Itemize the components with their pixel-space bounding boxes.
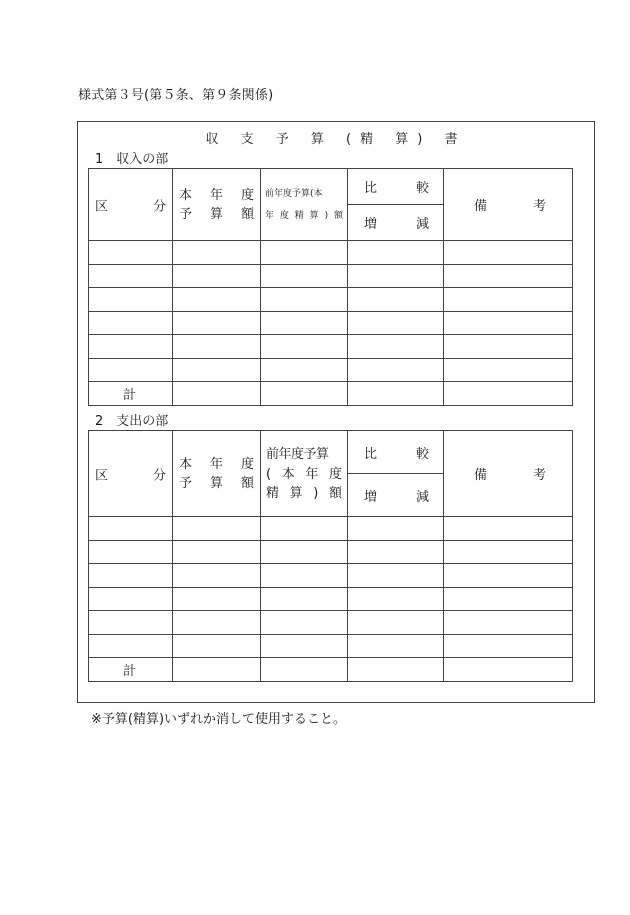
expense-cell-diff[interactable]	[348, 564, 444, 588]
income-header-comparison	[348, 169, 444, 205]
income-header-current-line2	[173, 205, 260, 224]
expense-cell-remarks[interactable]	[444, 517, 573, 541]
income-cell-current[interactable]	[173, 311, 261, 335]
expense-cell-diff[interactable]	[348, 611, 444, 635]
char: 精	[266, 485, 280, 501]
expense-total-row	[89, 658, 573, 682]
expense-cell-previous[interactable]	[261, 611, 348, 635]
income-header-kubun	[89, 169, 173, 241]
income-cell-current[interactable]	[173, 264, 261, 288]
expense-header-previous-budget	[261, 431, 348, 517]
char: 度	[240, 187, 254, 203]
budget-form-frame	[77, 121, 595, 703]
char: 本	[179, 187, 193, 203]
expense-header-increase-decrease	[348, 474, 444, 517]
char: 比	[364, 446, 378, 462]
income-cell-previous[interactable]	[261, 288, 348, 312]
char: )	[324, 210, 329, 221]
income-cell-diff[interactable]	[348, 288, 444, 312]
income-total-label	[89, 382, 173, 406]
expense-cell-kubun[interactable]	[89, 517, 173, 541]
income-header-previous-line1: 前年度予算(本	[265, 188, 323, 199]
expense-header-current-budget	[173, 431, 261, 517]
expense-header-increase-decrease-label	[348, 486, 443, 505]
char: 年	[209, 187, 223, 203]
expense-cell-previous[interactable]	[261, 634, 348, 658]
income-cell-current[interactable]	[173, 358, 261, 382]
char: )	[313, 485, 319, 501]
expense-header-previous-line1: 前年度予算	[266, 446, 329, 462]
income-cell-remarks[interactable]	[444, 288, 573, 312]
income-cell-previous[interactable]	[261, 358, 348, 382]
char: 算	[209, 475, 223, 491]
expense-total-label	[89, 658, 173, 682]
char: (	[266, 466, 272, 482]
income-section-title: 1 収入の部	[95, 152, 169, 167]
char: 本	[179, 456, 193, 472]
expense-cell-current[interactable]	[173, 611, 261, 635]
income-cell-kubun[interactable]	[89, 311, 173, 335]
usage-note: ※予算(精算)いずれか消して使用すること。	[91, 712, 347, 727]
expense-cell-previous[interactable]	[261, 587, 348, 611]
expense-row	[89, 634, 573, 658]
char: 減	[415, 217, 429, 232]
expense-cell-remarks[interactable]	[444, 634, 573, 658]
expense-header-previous-line3	[261, 484, 347, 503]
expense-header-current-line1	[173, 455, 260, 474]
document-title: 収 支 予 算 (精 算) 書	[205, 132, 467, 147]
income-header-increase-decrease	[348, 205, 444, 241]
income-cell-remarks[interactable]	[444, 358, 573, 382]
char: 増	[364, 489, 378, 505]
income-cell-remarks[interactable]	[444, 335, 573, 359]
char: 年	[209, 456, 223, 472]
income-header-increase-decrease-label	[348, 213, 443, 232]
char: 予	[179, 475, 193, 491]
expense-cell-remarks[interactable]	[444, 540, 573, 564]
char: 年	[265, 210, 275, 221]
income-cell-remarks[interactable]	[444, 241, 573, 265]
char: 度	[328, 466, 342, 482]
expense-header-remarks	[444, 431, 573, 517]
char: 較	[415, 181, 429, 196]
income-cell-current[interactable]	[173, 241, 261, 265]
income-header-row-1	[89, 169, 573, 205]
expense-cell-previous[interactable]	[261, 564, 348, 588]
income-cell-previous[interactable]	[261, 264, 348, 288]
income-cell-current[interactable]	[173, 288, 261, 312]
income-row	[89, 264, 573, 288]
income-total-previous[interactable]	[261, 382, 348, 406]
expense-table	[88, 430, 573, 682]
income-total-remarks[interactable]	[444, 382, 573, 406]
expense-section-title: 2 支出の部	[95, 414, 169, 429]
expense-row	[89, 564, 573, 588]
income-cell-previous[interactable]	[261, 335, 348, 359]
income-header-remarks-label	[444, 195, 572, 214]
char: 減	[415, 489, 429, 505]
expense-cell-previous[interactable]	[261, 517, 348, 541]
expense-cell-current[interactable]	[173, 634, 261, 658]
expense-row	[89, 540, 573, 564]
char: 備	[474, 199, 488, 214]
expense-cell-remarks[interactable]	[444, 564, 573, 588]
income-total-diff[interactable]	[348, 382, 444, 406]
expense-cell-diff[interactable]	[348, 634, 444, 658]
char: 増	[364, 217, 378, 232]
income-row	[89, 335, 573, 359]
form-id: 様式第３号(第５条、第９条関係)	[78, 88, 274, 103]
expense-header-current-line2	[173, 474, 260, 493]
expense-cell-current[interactable]	[173, 587, 261, 611]
income-table	[88, 168, 573, 406]
expense-cell-kubun[interactable]	[89, 540, 173, 564]
income-header-comparison-label	[348, 177, 443, 196]
expense-header-comparison	[348, 431, 444, 474]
expense-header-comparison-label	[348, 443, 443, 462]
income-row	[89, 241, 573, 265]
expense-cell-remarks[interactable]	[444, 611, 573, 635]
expense-cell-diff[interactable]	[348, 587, 444, 611]
income-cell-kubun[interactable]	[89, 288, 173, 312]
income-cell-kubun[interactable]	[89, 335, 173, 359]
expense-header-kubun-1: 区	[95, 468, 109, 483]
income-cell-diff[interactable]	[348, 264, 444, 288]
income-header-current-budget	[173, 169, 261, 241]
expense-header-kubun-2: 分	[152, 468, 166, 483]
char: 算	[309, 210, 319, 221]
char: 度	[240, 456, 254, 472]
income-header-kubun-2: 分	[152, 199, 166, 214]
income-cell-diff[interactable]	[348, 311, 444, 335]
expense-header-kubun	[89, 431, 173, 517]
expense-total-text: 計	[123, 663, 137, 679]
char: 比	[364, 181, 378, 196]
expense-cell-current[interactable]	[173, 517, 261, 541]
char: 考	[532, 199, 546, 214]
expense-cell-current[interactable]	[173, 564, 261, 588]
expense-cell-kubun[interactable]	[89, 587, 173, 611]
income-header-previous-line2	[261, 205, 347, 227]
income-total-text: 計	[123, 387, 137, 403]
expense-row	[89, 517, 573, 541]
income-row	[89, 288, 573, 312]
expense-header-row-1	[89, 431, 573, 474]
expense-cell-remarks[interactable]	[444, 587, 573, 611]
expense-row	[89, 611, 573, 635]
income-header-remarks	[444, 169, 573, 241]
expense-cell-diff[interactable]	[348, 517, 444, 541]
expense-total-current[interactable]	[173, 658, 261, 682]
income-cell-previous[interactable]	[261, 311, 348, 335]
expense-total-diff[interactable]	[348, 658, 444, 682]
income-row	[89, 311, 573, 335]
char: 年	[305, 466, 319, 482]
expense-total-previous[interactable]	[261, 658, 348, 682]
income-cell-remarks[interactable]	[444, 264, 573, 288]
income-total-row	[89, 382, 573, 406]
income-row	[89, 358, 573, 382]
expense-cell-diff[interactable]	[348, 540, 444, 564]
char: 精	[294, 210, 304, 221]
income-cell-remarks[interactable]	[444, 311, 573, 335]
expense-cell-kubun[interactable]	[89, 611, 173, 635]
char: 備	[474, 468, 488, 483]
char: 本	[281, 466, 295, 482]
income-cell-kubun[interactable]	[89, 264, 173, 288]
char: 算	[209, 206, 223, 222]
income-header-previous-budget	[261, 169, 348, 241]
char: 額	[333, 210, 343, 221]
char: 度	[279, 210, 289, 221]
char: 額	[328, 485, 342, 501]
income-total-current[interactable]	[173, 382, 261, 406]
expense-header-previous-line2	[261, 465, 347, 484]
income-cell-current[interactable]	[173, 335, 261, 359]
char: 予	[179, 206, 193, 222]
expense-cell-kubun[interactable]	[89, 634, 173, 658]
income-cell-diff[interactable]	[348, 335, 444, 359]
income-cell-kubun[interactable]	[89, 358, 173, 382]
income-cell-diff[interactable]	[348, 358, 444, 382]
expense-cell-current[interactable]	[173, 540, 261, 564]
expense-cell-previous[interactable]	[261, 540, 348, 564]
char: 考	[532, 468, 546, 483]
char: 額	[240, 206, 254, 222]
expense-cell-kubun[interactable]	[89, 564, 173, 588]
expense-row	[89, 587, 573, 611]
char: 額	[240, 475, 254, 491]
income-cell-previous[interactable]	[261, 241, 348, 265]
income-cell-kubun[interactable]	[89, 241, 173, 265]
char: 較	[415, 446, 429, 462]
char: 算	[289, 485, 303, 501]
expense-total-remarks[interactable]	[444, 658, 573, 682]
income-header-kubun-1: 区	[95, 199, 109, 214]
expense-header-remarks-label	[444, 464, 572, 483]
income-cell-diff[interactable]	[348, 241, 444, 265]
income-header-current-line1	[173, 186, 260, 205]
